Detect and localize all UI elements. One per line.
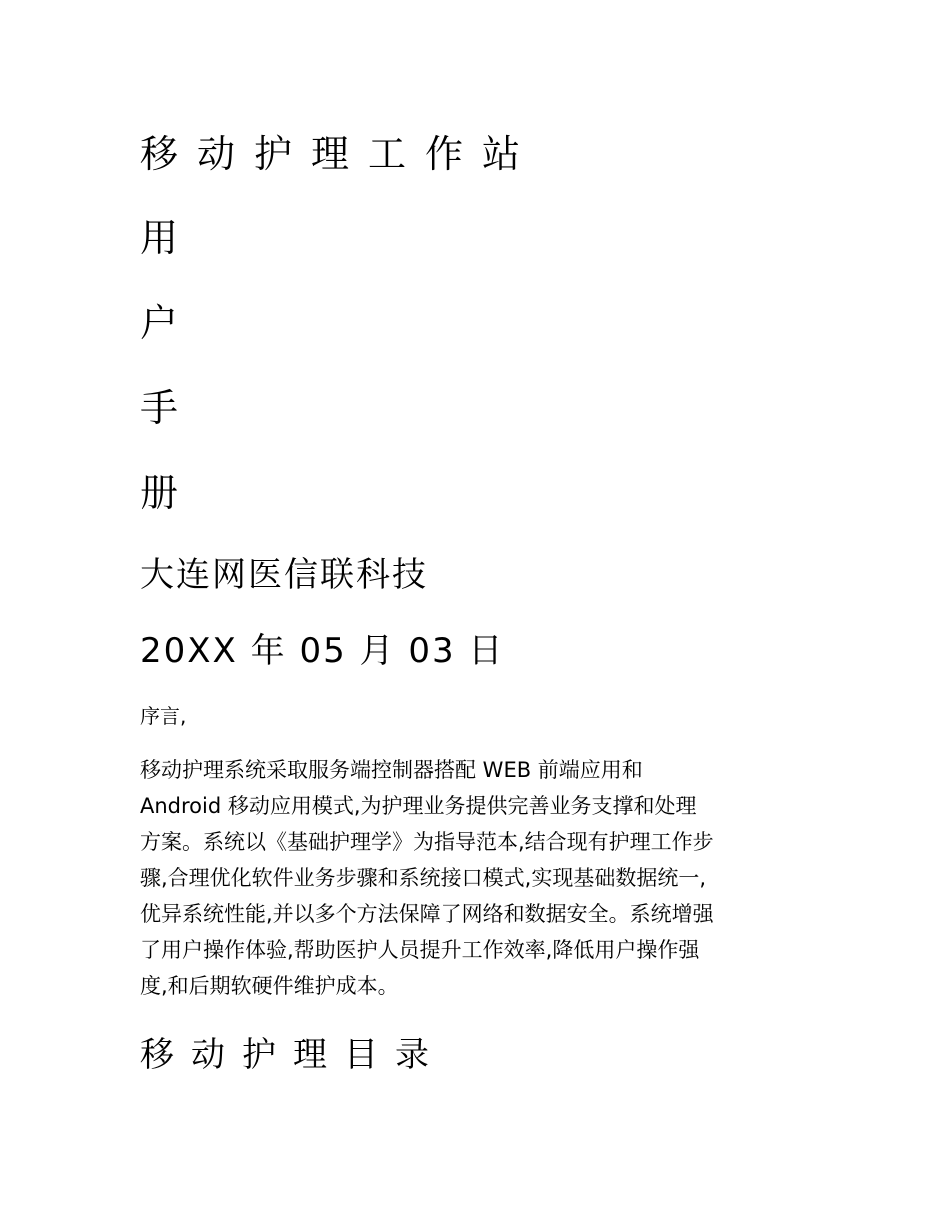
preface-line: Android 移动应用模式,为护理业务提供完善业务支撑和处理 xyxy=(140,794,697,818)
preface-line: 方案。系统以《基础护理学》为指导范本,结合现有护理工作步 xyxy=(140,830,714,854)
subtitle-char: 户 xyxy=(140,301,179,345)
preface-label: 序言, xyxy=(140,704,187,728)
company-name: 大连网医信联科技 xyxy=(140,555,428,595)
document-date: 20XX 年 05 月 03 日 xyxy=(140,631,505,671)
subtitle-char: 手 xyxy=(140,386,179,430)
preface-line: 骤,合理优化软件业务步骤和系统接口模式,实现基础数据统一, xyxy=(140,866,707,890)
preface-line: 了用户操作体验,帮助医护人员提升工作效率,降低用户操作强 xyxy=(140,938,700,962)
preface-line: 优异系统性能,并以多个方法保障了网络和数据安全。系统增强 xyxy=(140,902,714,926)
subtitle-char: 册 xyxy=(140,471,179,515)
subtitle-char: 用 xyxy=(140,216,179,260)
preface-body xyxy=(140,752,820,1004)
document-title: 移动护理工作站 xyxy=(140,132,540,176)
preface-line: 度,和后期软硬件维护成本。 xyxy=(140,974,399,998)
preface-line: 移动护理系统采取服务端控制器搭配 WEB 前端应用和 xyxy=(140,758,643,782)
toc-title: 移动护理目录 xyxy=(140,1035,446,1075)
